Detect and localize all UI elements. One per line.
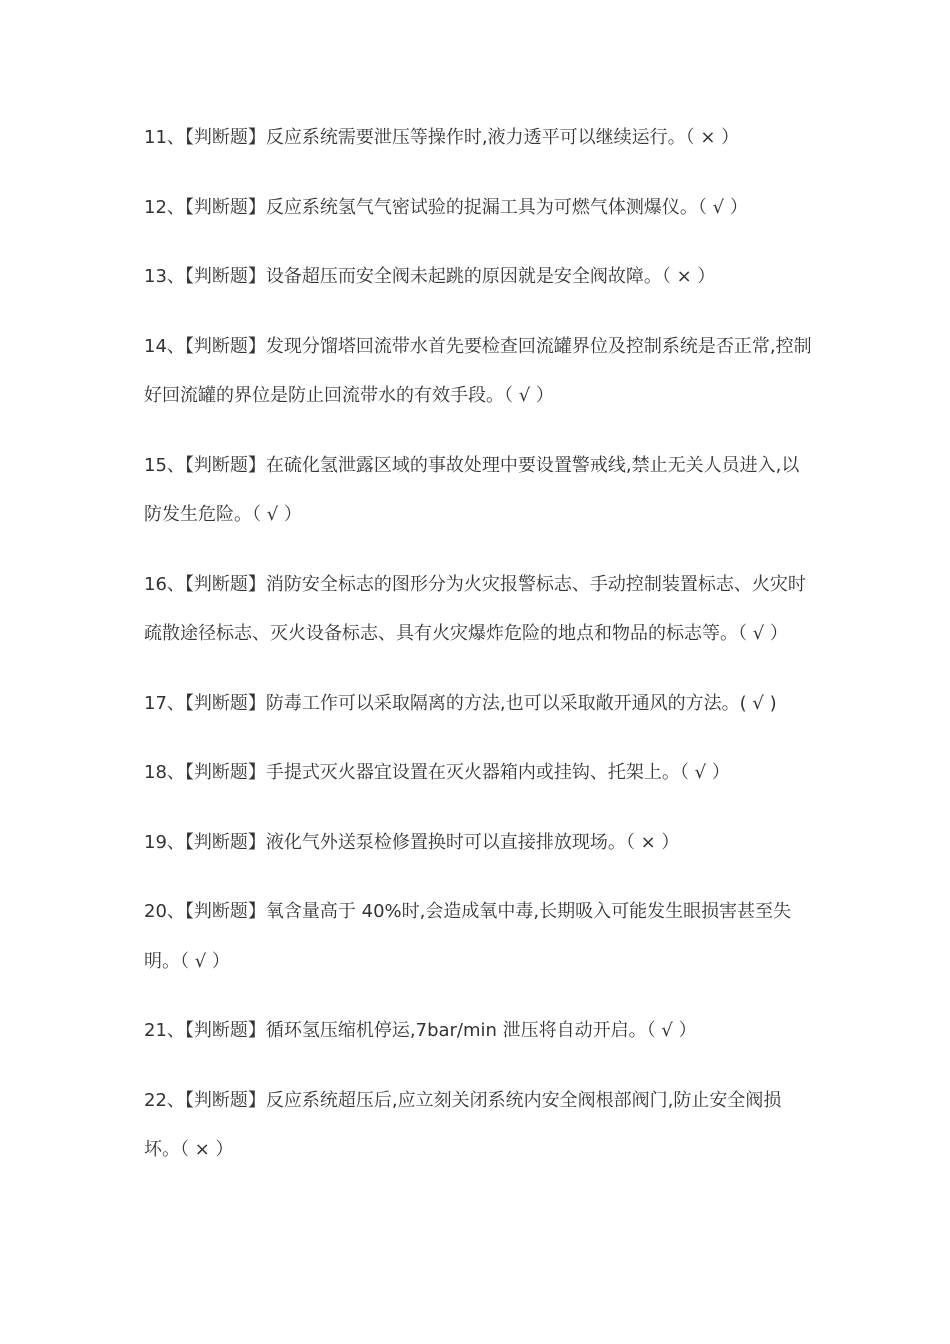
- question-answer: （ √ ）: [646, 1020, 697, 1041]
- question-text: 在硫化氢泄露区域的事故处理中要设置警戒线,禁止无关人员进入,以防发生危险。: [144, 454, 800, 525]
- question-18: [144, 748, 816, 798]
- question-number: 17、: [144, 692, 185, 714]
- question-type-tag: 【判断题】: [184, 901, 266, 922]
- question-answer: （ √ ）: [697, 196, 748, 218]
- question-number: 19、: [144, 831, 185, 853]
- question-text: 氧含量高于 40%时,会造成氧中毒,长期吸入可能发生眼损害甚至失明。: [144, 901, 792, 972]
- question-answer: （ × ）: [625, 831, 680, 853]
- question-answer: （ √ ）: [679, 762, 730, 783]
- question-text: 发现分馏塔回流带水首先要检查回流罐界位及控制系统是否正常,控制好回流罐的界位是防止回流带水的有效手段。: [144, 335, 812, 406]
- question-number: 20、: [144, 901, 185, 922]
- question-type-tag: 【判断题】: [184, 762, 266, 783]
- question-14: [144, 322, 816, 421]
- question-answer: （ × ）: [685, 127, 740, 148]
- question-text: 反应系统需要泄压等操作时,液力透平可以继续运行。: [265, 127, 686, 148]
- question-number: 16、: [144, 573, 185, 595]
- question-text: 防毒工作可以采取隔离的方法,也可以采取敞开通风的方法。: [265, 692, 740, 714]
- question-answer: ( √ ): [739, 692, 777, 714]
- question-text: 反应系统氢气气密试验的捉漏工具为可燃气体测爆仪。: [265, 196, 698, 218]
- question-answer: （ √ ）: [504, 385, 554, 406]
- question-17: [144, 679, 816, 729]
- question-20: [144, 887, 816, 986]
- question-19: [144, 818, 816, 868]
- question-12: [144, 183, 816, 233]
- question-type-tag: 【判断题】: [184, 692, 266, 714]
- question-number: 14、: [144, 335, 185, 357]
- question-type-tag: 【判断题】: [184, 454, 266, 476]
- question-21: [144, 1006, 816, 1056]
- question-text: 反应系统超压后,应立刻关闭系统内安全阀根部阀门,防止安全阀损坏。: [144, 1089, 782, 1160]
- question-type-tag: 【判断题】: [184, 573, 266, 595]
- question-type-tag: 【判断题】: [184, 196, 266, 218]
- question-11: [144, 113, 816, 163]
- question-22: [144, 1076, 816, 1175]
- question-type-tag: 【判断题】: [184, 1020, 266, 1041]
- question-type-tag: 【判断题】: [184, 127, 266, 148]
- question-type-tag: 【判断题】: [184, 335, 266, 357]
- question-type-tag: 【判断题】: [184, 266, 266, 287]
- question-number: 22、: [144, 1089, 185, 1111]
- question-text: 手提式灭火器宜设置在灭火器箱内或挂钩、托架上。: [265, 762, 680, 783]
- question-answer: （ √ ）: [180, 950, 230, 972]
- question-16: [144, 560, 816, 659]
- question-number: 13、: [144, 266, 185, 287]
- question-number: 21、: [144, 1020, 185, 1041]
- question-answer: （ √ ）: [738, 623, 788, 644]
- question-number: 11、: [144, 127, 185, 148]
- question-number: 12、: [144, 196, 185, 218]
- question-answer: （ × ）: [661, 266, 716, 287]
- question-13: [144, 252, 816, 302]
- question-type-tag: 【判断题】: [184, 831, 266, 853]
- question-text: 设备超压而安全阀未起跳的原因就是安全阀故障。: [265, 266, 662, 287]
- question-text: 液化气外送泵检修置换时可以直接排放现场。: [265, 831, 626, 853]
- document-page: [144, 113, 816, 1195]
- question-number: 18、: [144, 762, 185, 783]
- question-number: 15、: [144, 454, 185, 476]
- question-text: 循环氢压缩机停运,7bar/min 泄压将自动开启。: [265, 1020, 647, 1041]
- question-type-tag: 【判断题】: [184, 1089, 266, 1111]
- question-15: [144, 441, 816, 540]
- question-answer: （ √ ）: [252, 504, 302, 525]
- question-answer: （ × ）: [180, 1139, 234, 1160]
- question-text: 消防安全标志的图形分为火灾报警标志、手动控制装置标志、火灾时疏散途径标志、灭火设备标志、具有火灾爆炸危险的地点和物品的标志等。: [144, 573, 806, 644]
